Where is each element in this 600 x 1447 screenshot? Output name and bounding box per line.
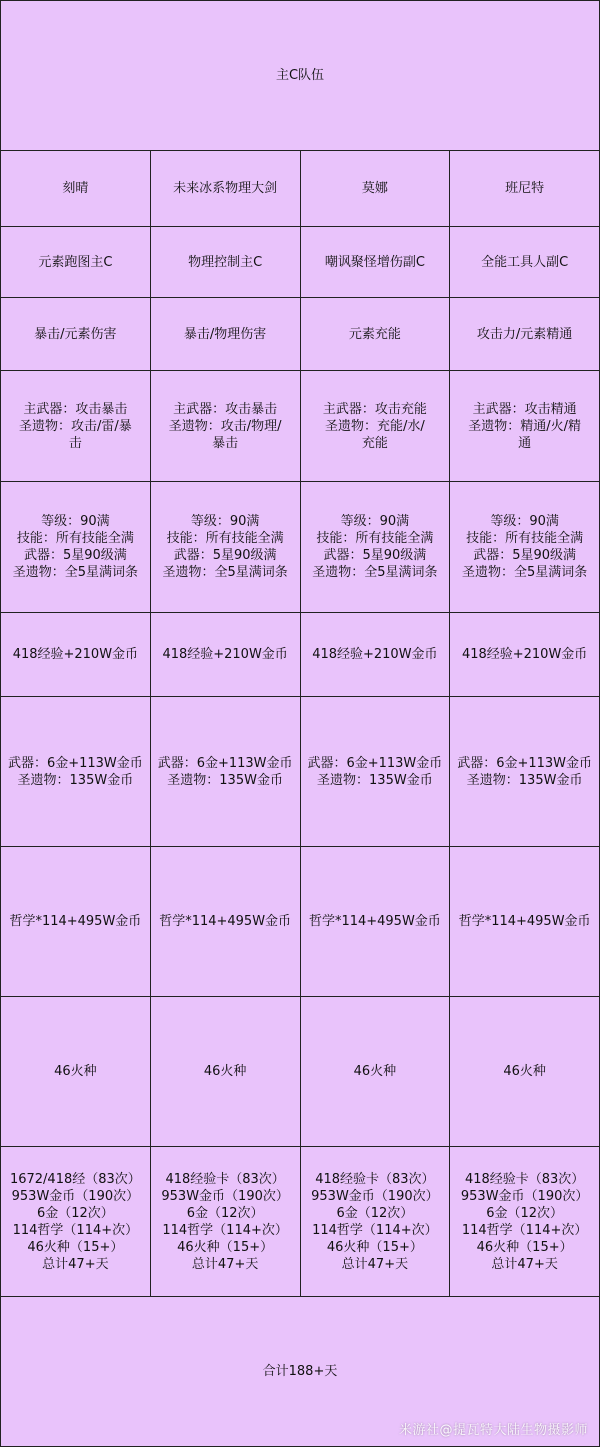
title-row — [1, 1, 600, 151]
ember-cell: 46火种 — [450, 997, 600, 1147]
target-row — [1, 482, 600, 613]
table-title: 主C队伍 — [1, 1, 600, 151]
character-name-cell: 班尼特 — [450, 151, 600, 227]
target-cell: 等级：90满 技能：所有技能全满 武器：5星90级满 圣遗物：全5星满词条 — [1, 482, 151, 613]
equipment-cost-cell: 武器：6金+113W金币 圣遗物：135W金币 — [1, 697, 151, 847]
stat-priority-row — [1, 298, 600, 371]
character-name-cell: 莫娜 — [300, 151, 450, 227]
leveling-cost-row — [1, 613, 600, 697]
gear-cell: 主武器：攻击精通 圣遗物：精通/火/精 通 — [450, 371, 600, 482]
role-cell: 全能工具人副C — [450, 227, 600, 298]
character-name-cell: 刻晴 — [1, 151, 151, 227]
summary-cell: 418经验卡（83次） 953W金币（190次） 6金（12次） 114哲学（114+次） 46火种（15+） 总计47+天 — [300, 1147, 450, 1297]
equipment-cost-row — [1, 697, 600, 847]
stat-priority-cell: 元素充能 — [300, 298, 450, 371]
talent-cost-cell: 哲学*114+495W金币 — [450, 847, 600, 997]
stat-priority-cell: 攻击力/元素精通 — [450, 298, 600, 371]
leveling-cost-cell: 418经验+210W金币 — [1, 613, 151, 697]
grand-total: 合计188+天 — [1, 1297, 600, 1447]
summary-row — [1, 1147, 600, 1297]
talent-cost-cell: 哲学*114+495W金币 — [1, 847, 151, 997]
equipment-cost-cell: 武器：6金+113W金币 圣遗物：135W金币 — [450, 697, 600, 847]
role-cell: 元素跑图主C — [1, 227, 151, 298]
leveling-cost-cell: 418经验+210W金币 — [150, 613, 300, 697]
gear-row — [1, 371, 600, 482]
equipment-cost-cell: 武器：6金+113W金币 圣遗物：135W金币 — [300, 697, 450, 847]
character-row — [1, 151, 600, 227]
talent-cost-cell: 哲学*114+495W金币 — [150, 847, 300, 997]
leveling-cost-cell: 418经验+210W金币 — [300, 613, 450, 697]
gear-cell: 主武器：攻击暴击 圣遗物：攻击/雷/暴 击 — [1, 371, 151, 482]
role-row — [1, 227, 600, 298]
role-cell: 嘲讽聚怪增伤副C — [300, 227, 450, 298]
watermark: 米游社@提瓦特大陆生物摄影师 — [398, 1423, 588, 1438]
leveling-cost-cell: 418经验+210W金币 — [450, 613, 600, 697]
summary-cell: 1672/418经（83次） 953W金币（190次） 6金（12次） 114哲学（114+次） 46火种（15+） 总计47+天 — [1, 1147, 151, 1297]
target-cell: 等级：90满 技能：所有技能全满 武器：5星90级满 圣遗物：全5星满词条 — [450, 482, 600, 613]
gear-cell: 主武器：攻击暴击 圣遗物：攻击/物理/ 暴击 — [150, 371, 300, 482]
gear-cell: 主武器：攻击充能 圣遗物：充能/水/ 充能 — [300, 371, 450, 482]
summary-cell: 418经验卡（83次） 953W金币（190次） 6金（12次） 114哲学（114+次） 46火种（15+） 总计47+天 — [450, 1147, 600, 1297]
target-cell: 等级：90满 技能：所有技能全满 武器：5星90级满 圣遗物：全5星满词条 — [150, 482, 300, 613]
role-cell: 物理控制主C — [150, 227, 300, 298]
target-cell: 等级：90满 技能：所有技能全满 武器：5星90级满 圣遗物：全5星满词条 — [300, 482, 450, 613]
ember-cell: 46火种 — [1, 997, 151, 1147]
ember-cell: 46火种 — [150, 997, 300, 1147]
stat-priority-cell: 暴击/物理伤害 — [150, 298, 300, 371]
talent-cost-cell: 哲学*114+495W金币 — [300, 847, 450, 997]
stat-priority-cell: 暴击/元素伤害 — [1, 298, 151, 371]
equipment-cost-cell: 武器：6金+113W金币 圣遗物：135W金币 — [150, 697, 300, 847]
ember-row — [1, 997, 600, 1147]
talent-cost-row — [1, 847, 600, 997]
summary-cell: 418经验卡（83次） 953W金币（190次） 6金（12次） 114哲学（114+次） 46火种（15+） 总计47+天 — [150, 1147, 300, 1297]
character-name-cell: 未来冰系物理大剑 — [150, 151, 300, 227]
ember-cell: 46火种 — [300, 997, 450, 1147]
